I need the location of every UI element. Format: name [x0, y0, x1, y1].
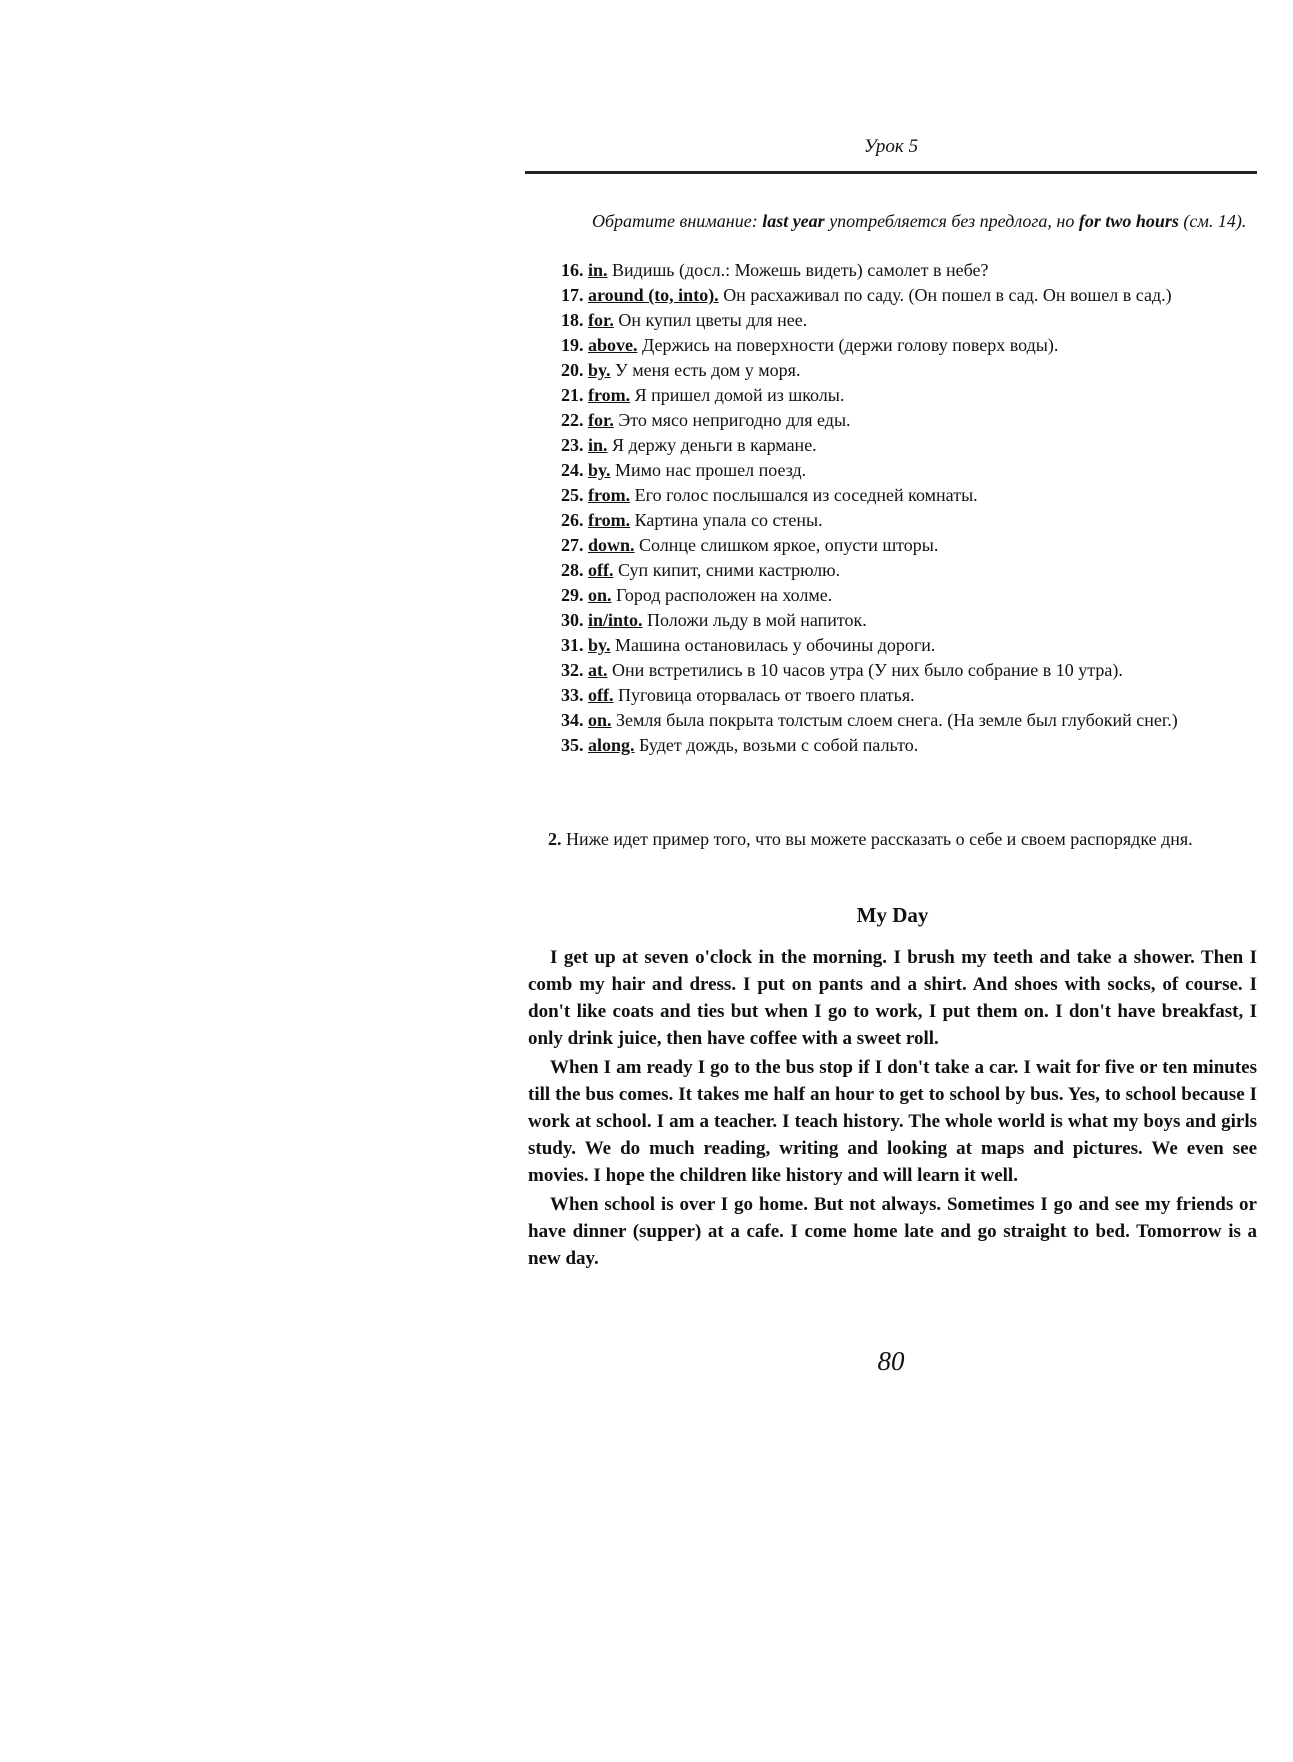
answer-item: [561, 483, 1257, 508]
answer-number: 26.: [561, 510, 584, 530]
answer-item: [561, 633, 1257, 658]
answer-number: 25.: [561, 485, 584, 505]
note-prefix: Обратите внимание:: [592, 211, 758, 231]
task-number: 2.: [548, 829, 562, 849]
answer-number: 20.: [561, 360, 584, 380]
answer-translation: Он купил цветы для нее.: [618, 310, 808, 330]
answer-item: [561, 658, 1257, 683]
story-paragraph: I get up at seven o'clock in the morning. I brush my teeth and take a shower. Then I comb my hair and dress. I put on pants and a shirt. And shoes with socks, of course. I don't like coats and ties but when I go to work, I put them on. I don't have breakfast, I only drink juice, then have coffee with a sweet roll.: [528, 947, 1257, 1049]
answer-translation: Положи льду в мой напиток.: [647, 610, 867, 630]
answer-number: 18.: [561, 310, 584, 330]
answer-item: [561, 508, 1257, 533]
answer-keyword: from.: [588, 485, 631, 505]
answer-keyword: from.: [588, 510, 631, 530]
answer-keyword: on.: [588, 710, 612, 730]
answer-number: 22.: [561, 410, 584, 430]
answer-keyword: above.: [588, 335, 638, 355]
answer-number: 34.: [561, 710, 584, 730]
answer-translation: Город расположен на холме.: [616, 585, 833, 605]
answer-translation: Видишь (досл.: Можешь видеть) самолет в небе?: [612, 260, 989, 280]
story-text: [528, 944, 1257, 1274]
answer-translation: Солнце слишком яркое, опусти шторы.: [639, 535, 939, 555]
answer-number: 30.: [561, 610, 584, 630]
answer-number: 27.: [561, 535, 584, 555]
answer-translation: Машина остановилась у обочины дороги.: [615, 635, 936, 655]
answer-item: [561, 683, 1257, 708]
page-header: Урок 5: [863, 136, 919, 157]
answer-number: 28.: [561, 560, 584, 580]
page-number: 80: [877, 1346, 905, 1376]
note-suffix: (см. 14).: [1183, 211, 1247, 231]
answer-keyword: in.: [588, 435, 608, 455]
answer-translation: Держись на поверхности (держи голову поверх воды).: [642, 335, 1059, 355]
answer-keyword: by.: [588, 460, 611, 480]
answer-item: [561, 608, 1257, 633]
answer-number: 21.: [561, 385, 584, 405]
answer-number: 16.: [561, 260, 584, 280]
answer-translation: Я держу деньги в кармане.: [612, 435, 817, 455]
answer-translation: Я пришел домой из школы.: [634, 385, 845, 405]
answer-keyword: for.: [588, 310, 614, 330]
answer-list: [561, 258, 1257, 758]
answer-translation: Будет дождь, возьми с собой пальто.: [639, 735, 919, 755]
note-middle: употребляется без предлога, но: [829, 211, 1075, 231]
story-title: My Day: [856, 903, 929, 927]
answer-keyword: off.: [588, 685, 614, 705]
answer-item: [561, 258, 1257, 283]
answer-keyword: along.: [588, 735, 635, 755]
header-rule: [525, 171, 1257, 174]
answer-item: [561, 408, 1257, 433]
answer-item: [561, 383, 1257, 408]
answer-keyword: for.: [588, 410, 614, 430]
answer-item: [561, 458, 1257, 483]
answer-item: [561, 433, 1257, 458]
answer-number: 33.: [561, 685, 584, 705]
note: [592, 209, 1257, 233]
task-2: [528, 826, 1257, 852]
answer-keyword: from.: [588, 385, 631, 405]
answer-translation: У меня есть дом у моря.: [615, 360, 801, 380]
answer-number: 17.: [561, 285, 584, 305]
answer-translation: Он расхаживал по саду. (Он пошел в сад. Он вошел в сад.): [723, 285, 1172, 305]
answer-translation: Они встретились в 10 часов утра (У них было собрание в 10 утра).: [612, 660, 1123, 680]
answer-keyword: in/into.: [588, 610, 643, 630]
answer-item: [561, 708, 1257, 733]
note-phrase-2: for two hours: [1078, 211, 1179, 231]
answer-item: [561, 333, 1257, 358]
answer-number: 31.: [561, 635, 584, 655]
answer-number: 29.: [561, 585, 584, 605]
answer-keyword: down.: [588, 535, 635, 555]
story-paragraph: When school is over I go home. But not always. Sometimes I go and see my friends or have dinner (supper) at a cafe. I come home late and go straight to bed. Tomorrow is a new day.: [528, 1194, 1257, 1269]
answer-keyword: at.: [588, 660, 608, 680]
answer-translation: Земля была покрыта толстым слоем снега. (На земле был глубокий снег.): [616, 710, 1178, 730]
answer-translation: Суп кипит, сними кастрюлю.: [618, 560, 841, 580]
answer-item: [561, 308, 1257, 333]
answer-keyword: off.: [588, 560, 614, 580]
answer-item: [561, 533, 1257, 558]
answer-item: [561, 583, 1257, 608]
task-text: Ниже идет пример того, что вы можете рассказать о себе и своем распорядке дня.: [566, 829, 1193, 849]
answer-number: 35.: [561, 735, 584, 755]
answer-translation: Это мясо непригодно для еды.: [618, 410, 851, 430]
answer-number: 19.: [561, 335, 584, 355]
answer-item: [561, 358, 1257, 383]
answer-item: [561, 733, 1257, 758]
note-phrase-1: last year: [762, 211, 825, 231]
answer-number: 24.: [561, 460, 584, 480]
answer-keyword: by.: [588, 635, 611, 655]
answer-item: [561, 283, 1257, 308]
answer-translation: Пуговица оторвалась от твоего платья.: [618, 685, 915, 705]
answer-translation: Его голос послышался из соседней комнаты.: [634, 485, 978, 505]
answer-translation: Мимо нас прошел поезд.: [615, 460, 807, 480]
story-paragraph: When I am ready I go to the bus stop if I don't take a car. I wait for five or ten minutes till the bus comes. It takes me half an hour to get to school by bus. Yes, to school because I work at school. I am a teacher. I teach history. The whole world is what my boys and girls study. We do much reading, writing and looking at maps and pictures. We even see movies. I hope the children like history and will learn it well.: [528, 1057, 1257, 1186]
answer-number: 32.: [561, 660, 584, 680]
answer-keyword: around (to, into).: [588, 285, 719, 305]
answer-item: [561, 558, 1257, 583]
answer-keyword: on.: [588, 585, 612, 605]
answer-translation: Картина упала со стены.: [634, 510, 823, 530]
answer-number: 23.: [561, 435, 584, 455]
answer-keyword: in.: [588, 260, 608, 280]
answer-keyword: by.: [588, 360, 611, 380]
